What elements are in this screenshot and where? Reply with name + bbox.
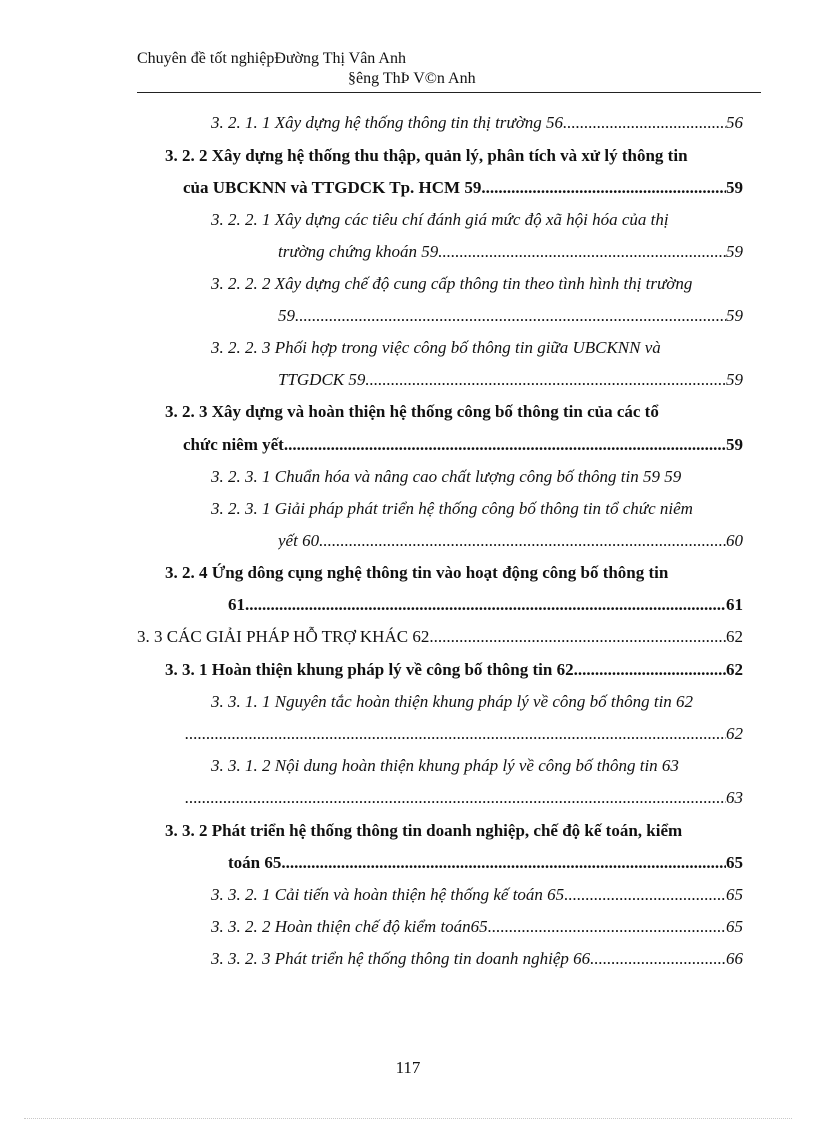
toc-entry-title: 3. 2. 2. 3 Phối hợp trong việc công bố thông tin giữa UBCKNN và <box>211 338 661 357</box>
toc-leader-dots <box>284 434 726 456</box>
toc-entry-title: 3. 3. 2. 2 Hoàn thiện chế độ kiểm toán65 <box>211 917 488 936</box>
toc-page-number: 59 <box>726 306 743 325</box>
toc-entry <box>211 691 781 713</box>
toc-entry <box>137 626 743 648</box>
toc-page-number: 66 <box>726 949 743 968</box>
toc-leader-dots <box>590 948 726 970</box>
toc-page-number: 61 <box>726 595 743 614</box>
toc-entry <box>278 241 743 263</box>
toc-entry-title: toán 65 <box>228 853 282 872</box>
toc-leader-dots <box>481 177 726 199</box>
toc-entry <box>211 337 771 359</box>
toc-leader-dots <box>564 884 726 906</box>
toc-page-number: 59 <box>726 435 743 454</box>
toc-leader-dots <box>281 852 726 874</box>
toc-leader-dots <box>563 112 726 134</box>
toc-entry <box>185 723 743 745</box>
toc-leader-dots <box>319 530 726 552</box>
toc-leader-dots <box>488 916 726 938</box>
toc-entry-title: 3. 2. 2. 1 Xây dựng các tiêu chí đánh giá mức độ xã hội hóa của thị <box>211 210 669 229</box>
toc-page-number: 62 <box>726 724 743 743</box>
toc-entry <box>211 916 743 938</box>
toc-entry <box>211 273 771 295</box>
toc-entry <box>211 755 781 777</box>
toc-entry <box>211 209 771 231</box>
toc-leader-dots <box>365 369 726 391</box>
toc-entry-title: 3. 2. 3 Xây dựng và hoàn thiện hệ thống công bố thông tin của các tổ <box>165 402 659 421</box>
toc-leader-dots <box>185 723 726 745</box>
toc-entry <box>278 530 743 552</box>
toc-page-number: 60 <box>726 531 743 550</box>
toc-entry <box>228 594 743 616</box>
toc-page-number: 59 <box>726 370 743 389</box>
toc-entry <box>165 659 743 681</box>
toc-entry-title: 3. 3 CÁC GIẢI PHÁP HỖ TRỢ KHÁC 62 <box>137 627 430 646</box>
toc-entry <box>183 434 743 456</box>
toc-page-number: 65 <box>726 885 743 904</box>
toc-page-number: 56 <box>726 113 743 132</box>
toc-page-number: 62 <box>726 660 743 679</box>
toc-leader-dots <box>574 659 726 681</box>
toc-entry <box>165 562 765 584</box>
toc-entry-title: 3. 3. 2. 3 Phát triển hệ thống thông tin doanh nghiệp 66 <box>211 949 591 968</box>
toc-entry-title: 3. 2. 2 Xây dựng hệ thống thu thập, quản lý, phân tích và xử lý thông tin <box>165 146 688 165</box>
header-rule <box>137 92 761 93</box>
toc-entry-title: chức niêm yết <box>183 435 284 454</box>
toc-leader-dots <box>245 594 726 616</box>
toc-entry-title: 3. 3. 1 Hoàn thiện khung pháp lý về công bố thông tin 62 <box>165 660 574 679</box>
toc-entry <box>278 305 743 327</box>
toc-entry <box>211 884 743 906</box>
toc-entry <box>211 498 771 520</box>
toc-leader-dots <box>295 305 726 327</box>
toc-entry-title: 3. 2. 2. 2 Xây dựng chế độ cung cấp thông tin theo tình hình thị trường <box>211 274 693 293</box>
toc-leader-dots <box>438 241 726 263</box>
toc-entry <box>211 948 743 970</box>
toc-entry <box>183 177 743 199</box>
toc-entry-title: 3. 3. 2. 1 Cải tiến và hoàn thiện hệ thống kế toán 65 <box>211 885 565 904</box>
toc-leader-dots <box>185 787 726 809</box>
toc-entry-title: 3. 3. 2 Phát triển hệ thống thông tin doanh nghiệp, chế độ kế toán, kiểm <box>165 821 683 840</box>
toc-entry-title: 3. 2. 4 Ứng dông cụng nghệ thông tin vào hoạt động công bố thông tin <box>165 563 669 582</box>
toc-page-number: 59 <box>726 242 743 261</box>
toc-entry-title: trường chứng khoán 59 <box>278 242 439 261</box>
toc-entry-title: 3. 3. 1. 2 Nội dung hoàn thiện khung pháp lý về công bố thông tin 63 <box>211 756 679 775</box>
toc-entry-title: 3. 2. 1. 1 Xây dựng hệ thống thông tin thị trường 56 <box>211 113 564 132</box>
toc-entry-title: 3. 2. 3. 1 Chuẩn hóa và nâng cao chất lượng công bố thông tin 59 59 <box>211 467 682 486</box>
running-header-line-2: §êng ThÞ V©n Anh <box>348 70 476 87</box>
toc-entry <box>211 466 771 488</box>
toc-page-number: 59 <box>726 178 743 197</box>
running-header-line-1: Chuyên đề tốt nghiệpĐường Thị Vân Anh <box>137 50 406 67</box>
toc-entry-title: của UBCKNN và TTGDCK Tp. HCM 59 <box>183 178 482 197</box>
page-bottom-border <box>24 1118 792 1119</box>
toc-entry-title: TTGDCK 59 <box>278 370 366 389</box>
toc-entry <box>185 787 743 809</box>
toc-entry <box>165 820 765 842</box>
toc-page-number: 62 <box>726 627 743 646</box>
toc-leader-dots <box>429 626 726 648</box>
toc-page-number: 65 <box>726 917 743 936</box>
toc-entry <box>211 112 743 134</box>
toc-entry <box>228 852 743 874</box>
page-number: 117 <box>395 1058 421 1077</box>
toc-entry <box>165 145 765 167</box>
toc-entry-title: 59 <box>278 306 295 325</box>
toc-entry-title: yết 60 <box>278 531 320 550</box>
toc-page-number: 63 <box>726 788 743 807</box>
toc-page-number: 65 <box>726 853 743 872</box>
toc-entry-title: 3. 2. 3. 1 Giải pháp phát triển hệ thống công bố thông tin tổ chức niêm <box>211 499 693 518</box>
toc-entry <box>278 369 743 391</box>
toc-entry-title: 61 <box>228 595 245 614</box>
toc-entry-title: 3. 3. 1. 1 Nguyên tắc hoàn thiện khung pháp lý về công bố thông tin 62 <box>211 692 694 711</box>
toc-entry <box>165 401 765 423</box>
